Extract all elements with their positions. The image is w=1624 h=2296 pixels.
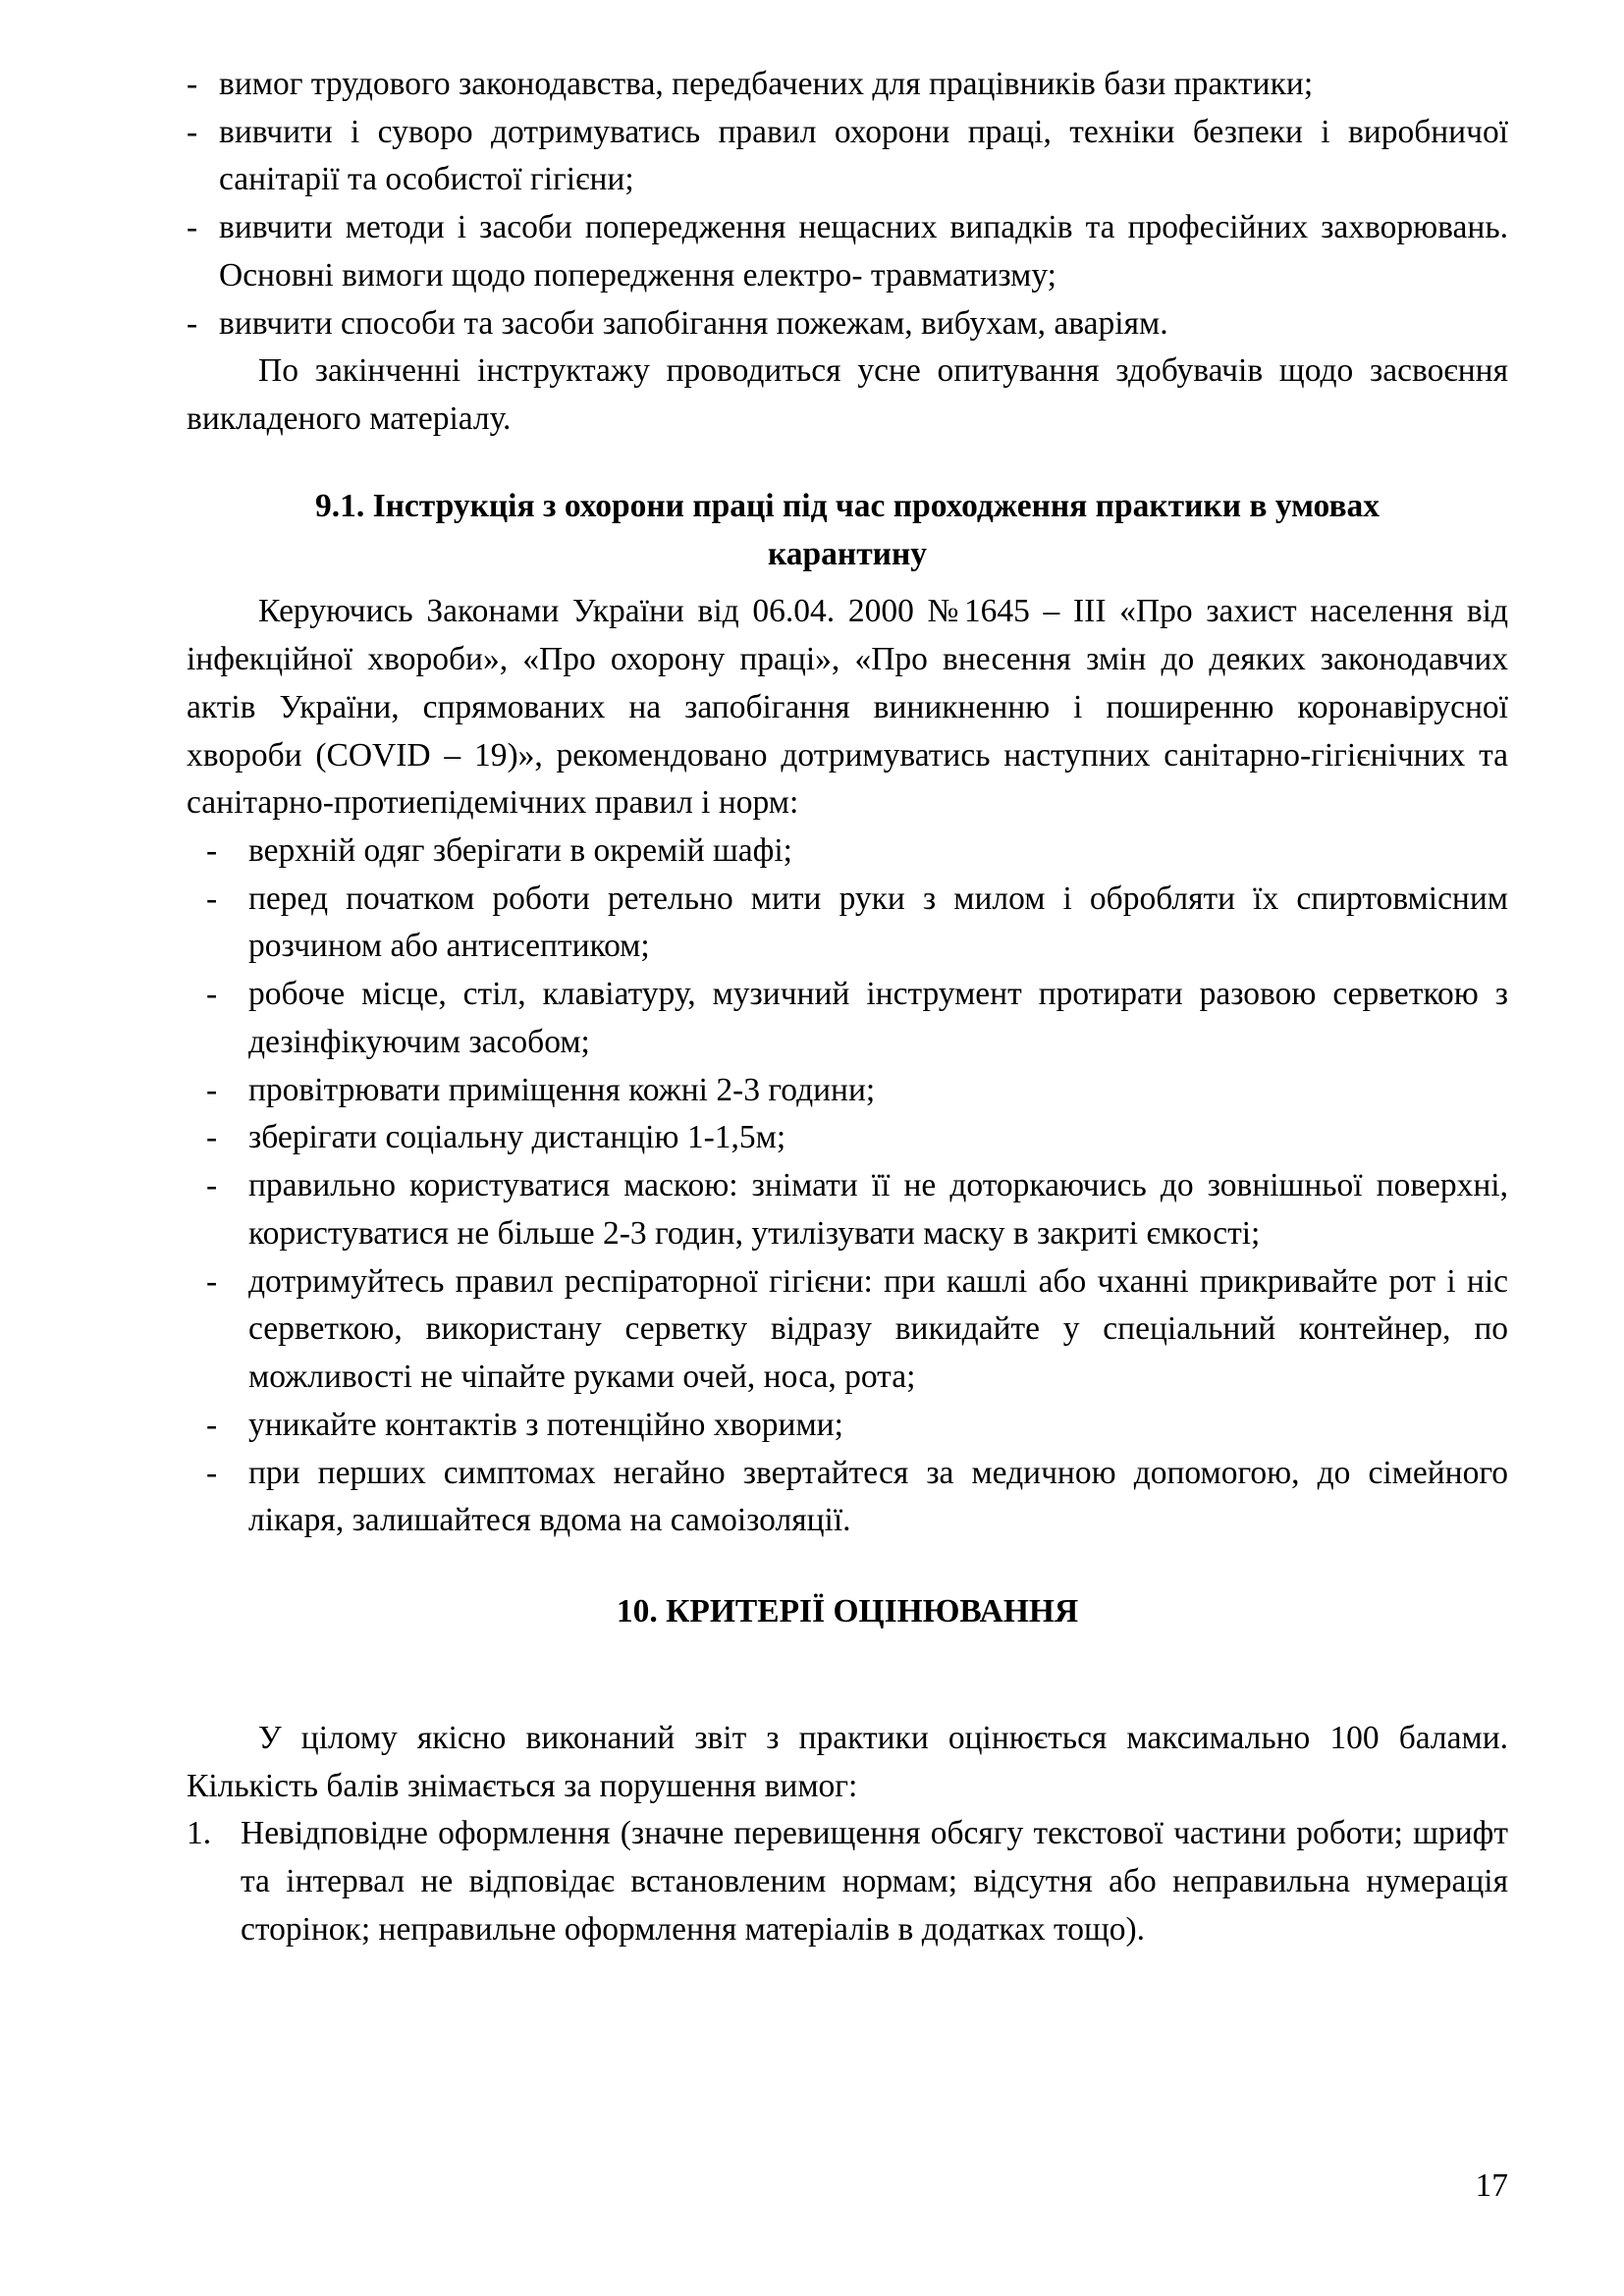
quarantine-bullet-list <box>187 828 1508 1545</box>
criteria-text: Невідповідне оформлення (значне перевищення обсягу текстової частини роботи; шрифт та інтервал не відповідає встановленим нормам; відсутня або неправильна нумерація сторінок; неправильне оформлення матеріалів в додатках тощо). <box>241 1815 1508 1948</box>
list-item <box>187 876 1508 971</box>
list-item-text: вимог трудового законодавства, передбачених для працівників бази практики; <box>219 66 1314 102</box>
bullet-dash-icon: - <box>206 1071 218 1108</box>
list-item-text: вивчити способи та засоби запобігання пожежам, вибухам, аваріям. <box>219 304 1168 342</box>
list-item <box>187 1162 1508 1257</box>
spacer <box>187 578 1508 588</box>
bullet-dash-icon: - <box>206 1167 218 1204</box>
bullet-dash-icon: - <box>187 209 198 246</box>
list-item <box>187 1258 1508 1402</box>
list-item-text: провітрювати приміщення кожні 2-3 години; <box>248 1071 876 1108</box>
section-9-1-heading-line-1: 9.1. Інструкція з охорони праці під час проходження практики в умовах <box>314 487 1380 524</box>
bullet-dash-icon: - <box>206 832 218 870</box>
bullet-dash-icon: - <box>187 304 198 342</box>
bullet-dash-icon: - <box>206 1454 218 1491</box>
bullet-dash-icon: - <box>206 1119 218 1156</box>
list-item <box>187 1067 1508 1115</box>
bullet-dash-icon: - <box>206 976 218 1013</box>
list-item-text: правильно користуватися маскою: знімати її не доторкаючись до зовнішньої поверхні, користуватися не більше 2-3 годин, утилізувати маску в закриті ємкості; <box>248 1167 1508 1252</box>
list-item <box>187 828 1508 876</box>
list-item-text: дотримуйтесь правил респіраторної гігієни: при кашлі або чханні прикривайте рот і ніс серветкою, використану серветку відразу викидайте у спеціальний контейнер, по можливості не чіпайте руками очей, носа, рота; <box>248 1262 1508 1396</box>
list-item <box>187 1114 1508 1162</box>
spacer <box>187 1636 1508 1715</box>
bullet-dash-icon: - <box>206 880 218 917</box>
spacer <box>187 1545 1508 1588</box>
spacer <box>187 444 1508 483</box>
bullet-dash-icon: - <box>206 1262 218 1300</box>
list-item <box>187 204 1508 299</box>
page-number: 17 <box>1475 2166 1508 2204</box>
section-9-1-heading <box>187 483 1508 578</box>
bullet-dash-icon: - <box>206 1406 218 1443</box>
section-10-heading: 10. КРИТЕРІЇ ОЦІНЮВАННЯ <box>616 1593 1079 1630</box>
list-item-text: вивчити і суворо дотримуватись правил охорони праці, техніки безпеки і виробничої санітарії та особистої гігієни; <box>219 113 1508 198</box>
section-9-1-heading-line-2: карантину <box>767 535 928 572</box>
list-item-text: перед початком роботи ретельно мити руки з милом і обробляти їх спиртовмісним розчином або антисептиком; <box>248 880 1508 965</box>
list-item-text: робоче місце, стіл, клавіатуру, музичний інструмент протирати разовою серветкою з дезінфікуючим засобом; <box>248 976 1508 1060</box>
criteria-list <box>187 1810 1508 1953</box>
page-content <box>187 61 1508 1953</box>
section-9-1-paragraph: Керуючись Законами України від 06.04. 2000 №1645 – III «Про захист населення від інфекційної хвороби», «Про охорону праці», «Про внесення змін до деяких законодавчих актів України, спрямованих на запобігання виникненню і поширенню коронавірусної хвороби (COVID – 19)», рекомендовано дотримуватись наступних санітарно-гігієнічних та санітарно-протиепідемічних правил і норм: <box>187 593 1508 822</box>
intro-paragraph: По закінченні інструктажу проводиться усне опитування здобувачів щодо засвоєння викладеного матеріалу. <box>187 352 1508 438</box>
list-item <box>187 300 1508 348</box>
intro-bullet-list <box>187 61 1508 347</box>
list-item <box>187 1402 1508 1450</box>
list-item-text: верхній одяг зберігати в окремій шафі; <box>248 832 792 870</box>
list-item <box>187 61 1508 109</box>
list-item <box>187 1450 1508 1545</box>
list-item-text: вивчити методи і засоби попередження нещасних випадків та професійних захворювань. Основні вимоги щодо попередження електро- травматизму; <box>219 209 1508 294</box>
bullet-dash-icon: - <box>187 66 198 102</box>
list-item <box>187 1810 1508 1953</box>
list-item-text: уникайте контактів з потенційно хворими; <box>248 1406 843 1443</box>
list-item-text: при перших симптомах негайно звертайтеся за медичною допомогою, до сімейного лікаря, залишайтеся вдома на самоізоляції. <box>248 1454 1508 1539</box>
list-item <box>187 109 1508 204</box>
bullet-dash-icon: - <box>187 113 198 150</box>
criteria-number: 1. <box>187 1815 212 1852</box>
list-item-text: зберігати соціальну дистанцію 1-1,5м; <box>248 1119 786 1156</box>
section-10-paragraph: У цілому якісно виконаний звіт з практики оцінюється максимально 100 балами. Кількість балів знімається за порушення вимог: <box>187 1719 1508 1804</box>
list-item <box>187 971 1508 1066</box>
